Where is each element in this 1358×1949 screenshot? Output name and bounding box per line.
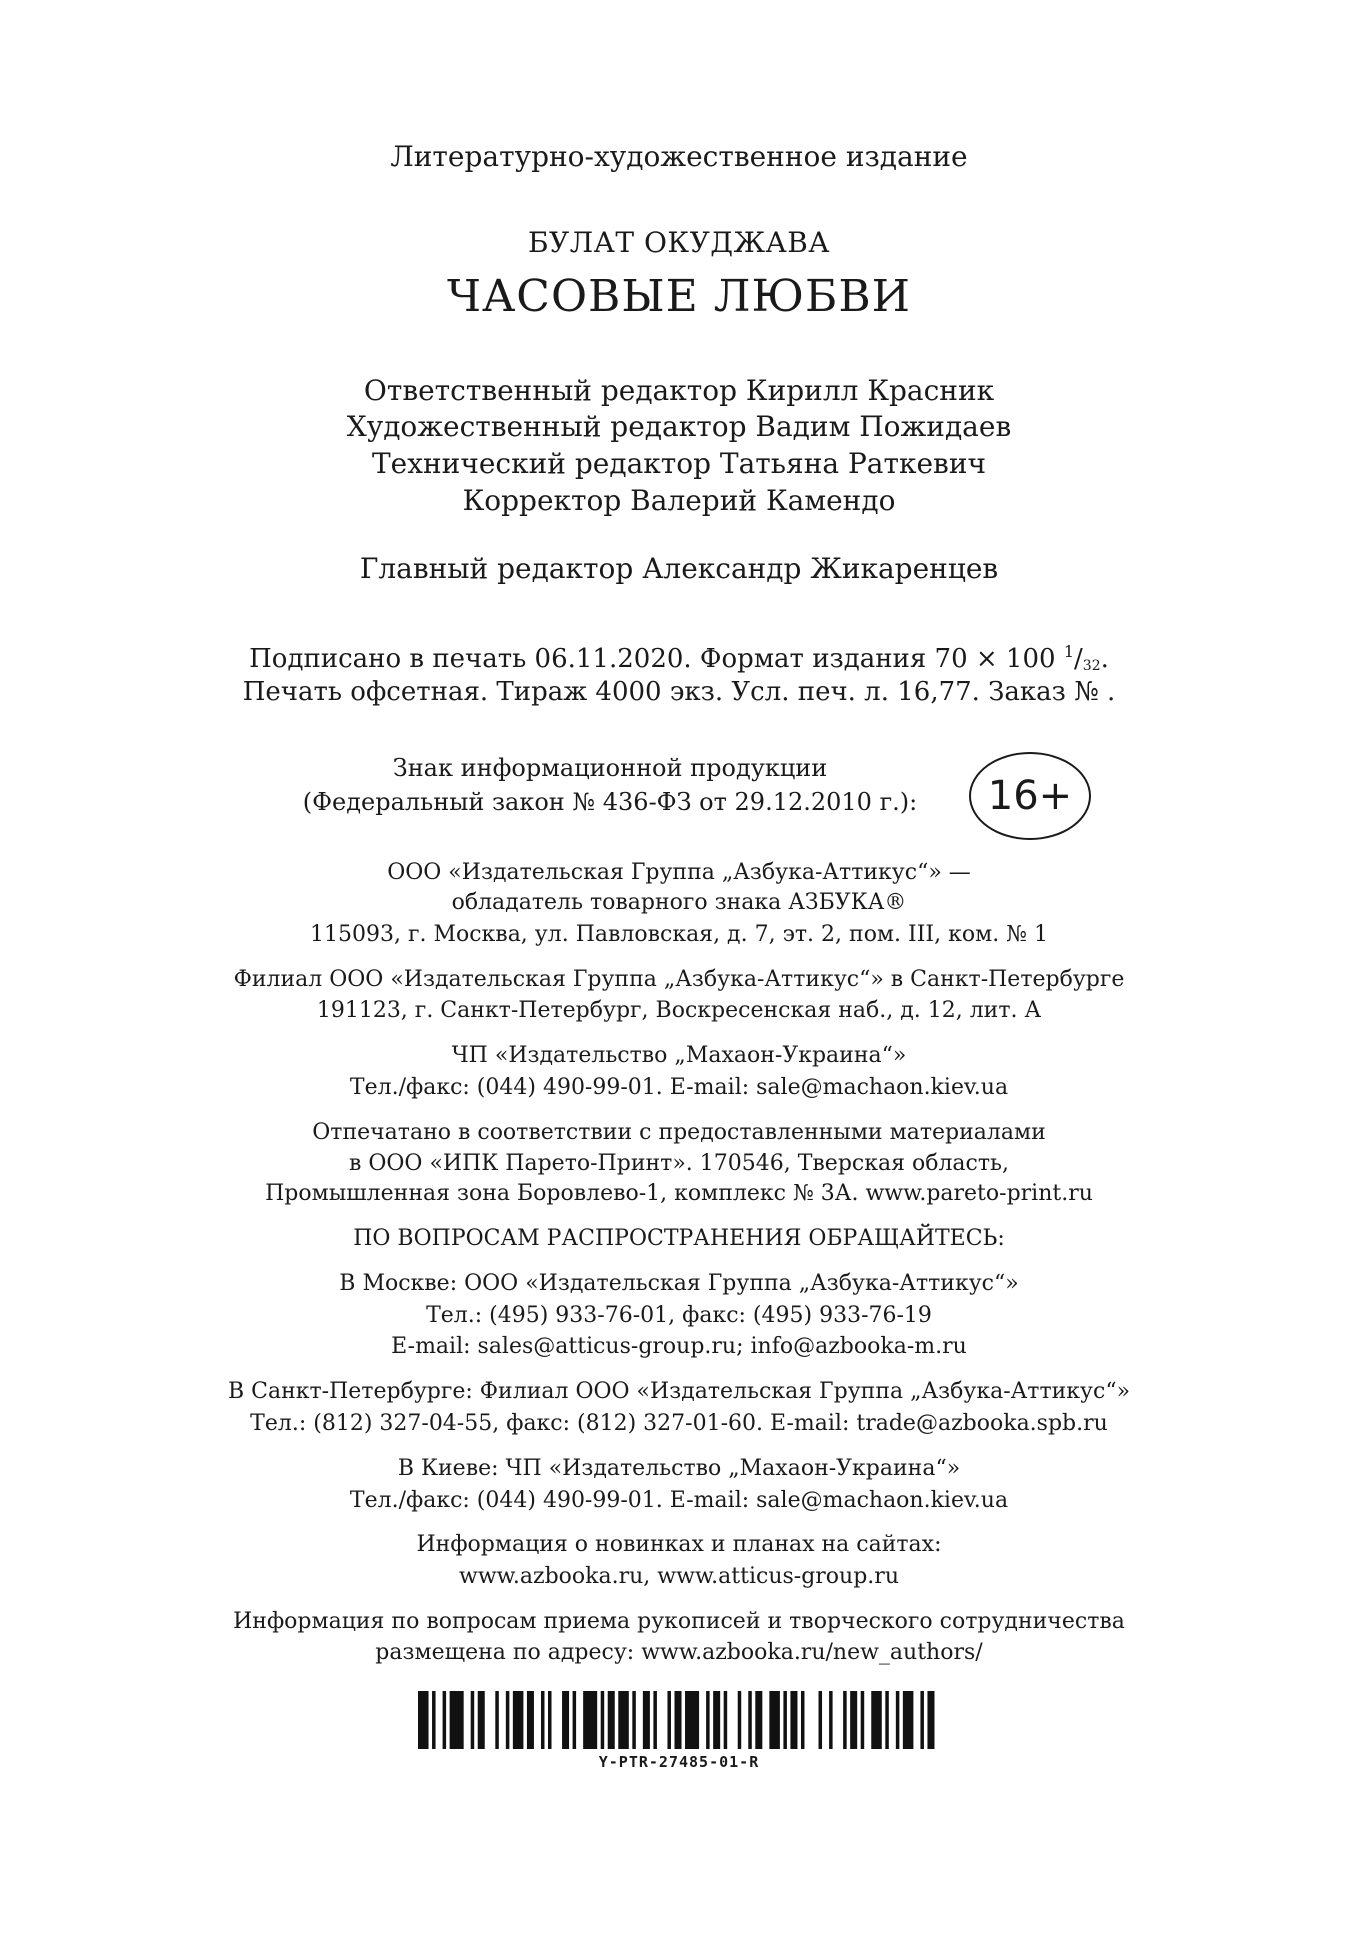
barcode-bar bbox=[896, 1691, 900, 1749]
moscow-email: E-mail: sales@atticus-group.ru; info@azbooka-m.ru bbox=[391, 1334, 967, 1359]
barcode-bar bbox=[871, 1691, 882, 1749]
age-rating-badge: 16+ bbox=[969, 752, 1091, 840]
printed-line: Промышленная зона Боровлево-1, комплекс № 3А. www.pareto-print.ru bbox=[265, 1181, 1093, 1206]
websites-line: Информация о новинках и планах на сайтах: bbox=[416, 1532, 942, 1557]
barcode-bar bbox=[755, 1691, 762, 1749]
print-info-prefix: Подписано в печать 06.11.2020. Формат издания 70 × 100 bbox=[249, 644, 1064, 674]
barcode-bar bbox=[653, 1691, 657, 1749]
moscow-phone: Тел.: (495) 933-76-01, факс: (495) 933-76-19 bbox=[426, 1303, 932, 1328]
barcode-bar bbox=[783, 1691, 787, 1749]
barcode-bar bbox=[608, 1691, 615, 1749]
barcode-bar bbox=[527, 1691, 534, 1749]
author-name: БУЛАТ ОКУДЖАВА bbox=[527, 226, 831, 259]
barcode-bar bbox=[478, 1691, 485, 1749]
barcode-bar bbox=[618, 1691, 629, 1749]
manuscripts-url: размещена по адресу: www.azbooka.ru/new_authors/ bbox=[375, 1640, 983, 1665]
book-title: ЧАСОВЫЕ ЛЮБВИ bbox=[446, 271, 912, 322]
barcode-bar bbox=[471, 1691, 475, 1749]
format-fraction-denominator: 32 bbox=[1082, 658, 1101, 674]
barcode-bar bbox=[748, 1691, 752, 1749]
barcode-bar bbox=[843, 1691, 847, 1749]
credit-line: Ответственный редактор Кирилл Красник bbox=[363, 374, 995, 407]
chief-editor: Главный редактор Александр Жикаренцев bbox=[359, 552, 999, 585]
credit-line: Корректор Валерий Камендо bbox=[462, 484, 896, 517]
info-mark-label: Знак информационной продукции bbox=[392, 754, 828, 782]
publisher-line: ООО «Издательская Группа „Азбука-Аттикус“» — bbox=[387, 860, 971, 885]
format-fraction-separator: / bbox=[1074, 644, 1083, 674]
barcode-bar bbox=[450, 1691, 464, 1749]
branch-address: 191123, г. Санкт-Петербург, Воскресенская наб., д. 12, лит. А bbox=[316, 998, 1042, 1023]
barcode-bar bbox=[790, 1691, 797, 1749]
print-info-line-2: Печать офсетная. Тираж 4000 экз. Усл. печ. л. 16,77. Заказ № . bbox=[242, 677, 1116, 707]
barcode-bar bbox=[667, 1691, 671, 1749]
barcode-bar bbox=[819, 1691, 823, 1749]
branch-line: Филиал ООО «Издательская Группа „Азбука-Аттикус“» в Санкт-Петербурге bbox=[233, 967, 1125, 992]
barcode-bar bbox=[674, 1691, 681, 1749]
info-mark bbox=[0, 752, 1358, 842]
kiev-line: В Киеве: ЧП «Издательство „Махаон-Украина“» bbox=[397, 1456, 961, 1481]
barcode-bar bbox=[724, 1691, 728, 1749]
credit-line: Художественный редактор Вадим Пожидаев bbox=[346, 410, 1012, 443]
barcode-caption: Y-PTR-27485-01-R bbox=[598, 1753, 760, 1771]
barcode-bar bbox=[903, 1691, 914, 1749]
barcode-bar bbox=[432, 1691, 436, 1749]
ukraine-line: ЧП «Издательство „Махаон-Украина“» bbox=[451, 1043, 907, 1068]
printed-line: в ООО «ИПК Парето-Принт». 170546, Тверская область, bbox=[348, 1151, 1010, 1176]
barcode-bar bbox=[685, 1691, 699, 1749]
publisher-line: обладатель товарного знака АЗБУКА® bbox=[451, 890, 907, 915]
barcode-bar bbox=[829, 1691, 833, 1749]
barcode-bar bbox=[927, 1691, 934, 1749]
barcode-bar bbox=[573, 1691, 577, 1749]
barcode-bar bbox=[920, 1691, 924, 1749]
print-info-line-1 bbox=[0, 644, 1358, 673]
ukraine-contact: Тел./факс: (044) 490-99-01. E-mail: sale@machaon.kiev.ua bbox=[349, 1075, 1009, 1100]
barcode-bar bbox=[548, 1691, 552, 1749]
manuscripts-line: Информация по вопросам приема рукописей и творческого сотрудничества bbox=[233, 1609, 1125, 1634]
distribution-heading: ПО ВОПРОСАМ РАСПРОСТРАНЕНИЯ ОБРАЩАЙТЕСЬ: bbox=[353, 1226, 1005, 1251]
barcode-bar bbox=[769, 1691, 780, 1749]
barcode-bar bbox=[738, 1691, 742, 1749]
printed-line: Отпечатано в соответствии с предоставленными материалами bbox=[312, 1120, 1046, 1145]
barcode-bar bbox=[418, 1691, 429, 1749]
websites-urls: www.azbooka.ru, www.atticus-group.ru bbox=[459, 1564, 899, 1589]
barcode-bar bbox=[601, 1691, 605, 1749]
barcode-bar bbox=[801, 1691, 805, 1749]
kiev-contact: Тел./факс: (044) 490-99-01. E-mail: sale@machaon.kiev.ua bbox=[349, 1488, 1009, 1513]
barcode-bar bbox=[861, 1691, 865, 1749]
print-info-end: . bbox=[1100, 644, 1109, 674]
publisher-address: 115093, г. Москва, ул. Павловская, д. 7, эт. 2, пом. III, ком. № 1 bbox=[309, 922, 1048, 947]
barcode-bar bbox=[850, 1691, 857, 1749]
moscow-line: В Москве: ООО «Издательская Группа „Азбука-Аттикус“» bbox=[339, 1271, 1019, 1296]
barcode-bar bbox=[643, 1691, 650, 1749]
edition-type: Литературно-художественное издание bbox=[390, 140, 968, 173]
barcode-bar bbox=[495, 1691, 499, 1749]
barcode-icon bbox=[418, 1691, 938, 1749]
spb-line: В Санкт-Петербурге: Филиал ООО «Издательская Группа „Азбука-Аттикус“» bbox=[227, 1379, 1131, 1404]
format-fraction-numerator: 1 bbox=[1063, 642, 1075, 661]
barcode-bar bbox=[506, 1691, 510, 1749]
credit-line: Технический редактор Татьяна Раткевич bbox=[371, 447, 986, 480]
barcode-bar bbox=[541, 1691, 545, 1749]
info-mark-law: (Федеральный закон № 436-ФЗ от 29.12.2010 г.): bbox=[302, 788, 918, 816]
barcode-bar bbox=[583, 1691, 597, 1749]
barcode-bar bbox=[513, 1691, 524, 1749]
barcode-bar bbox=[443, 1691, 447, 1749]
barcode-bar bbox=[562, 1691, 569, 1749]
barcode-bar bbox=[885, 1691, 889, 1749]
spb-contact: Тел.: (812) 327-04-55, факс: (812) 327-01-60. E-mail: trade@azbooka.spb.ru bbox=[250, 1411, 1108, 1436]
barcode-bar bbox=[706, 1691, 710, 1749]
barcode-bar bbox=[713, 1691, 720, 1749]
barcode-bar bbox=[632, 1691, 636, 1749]
